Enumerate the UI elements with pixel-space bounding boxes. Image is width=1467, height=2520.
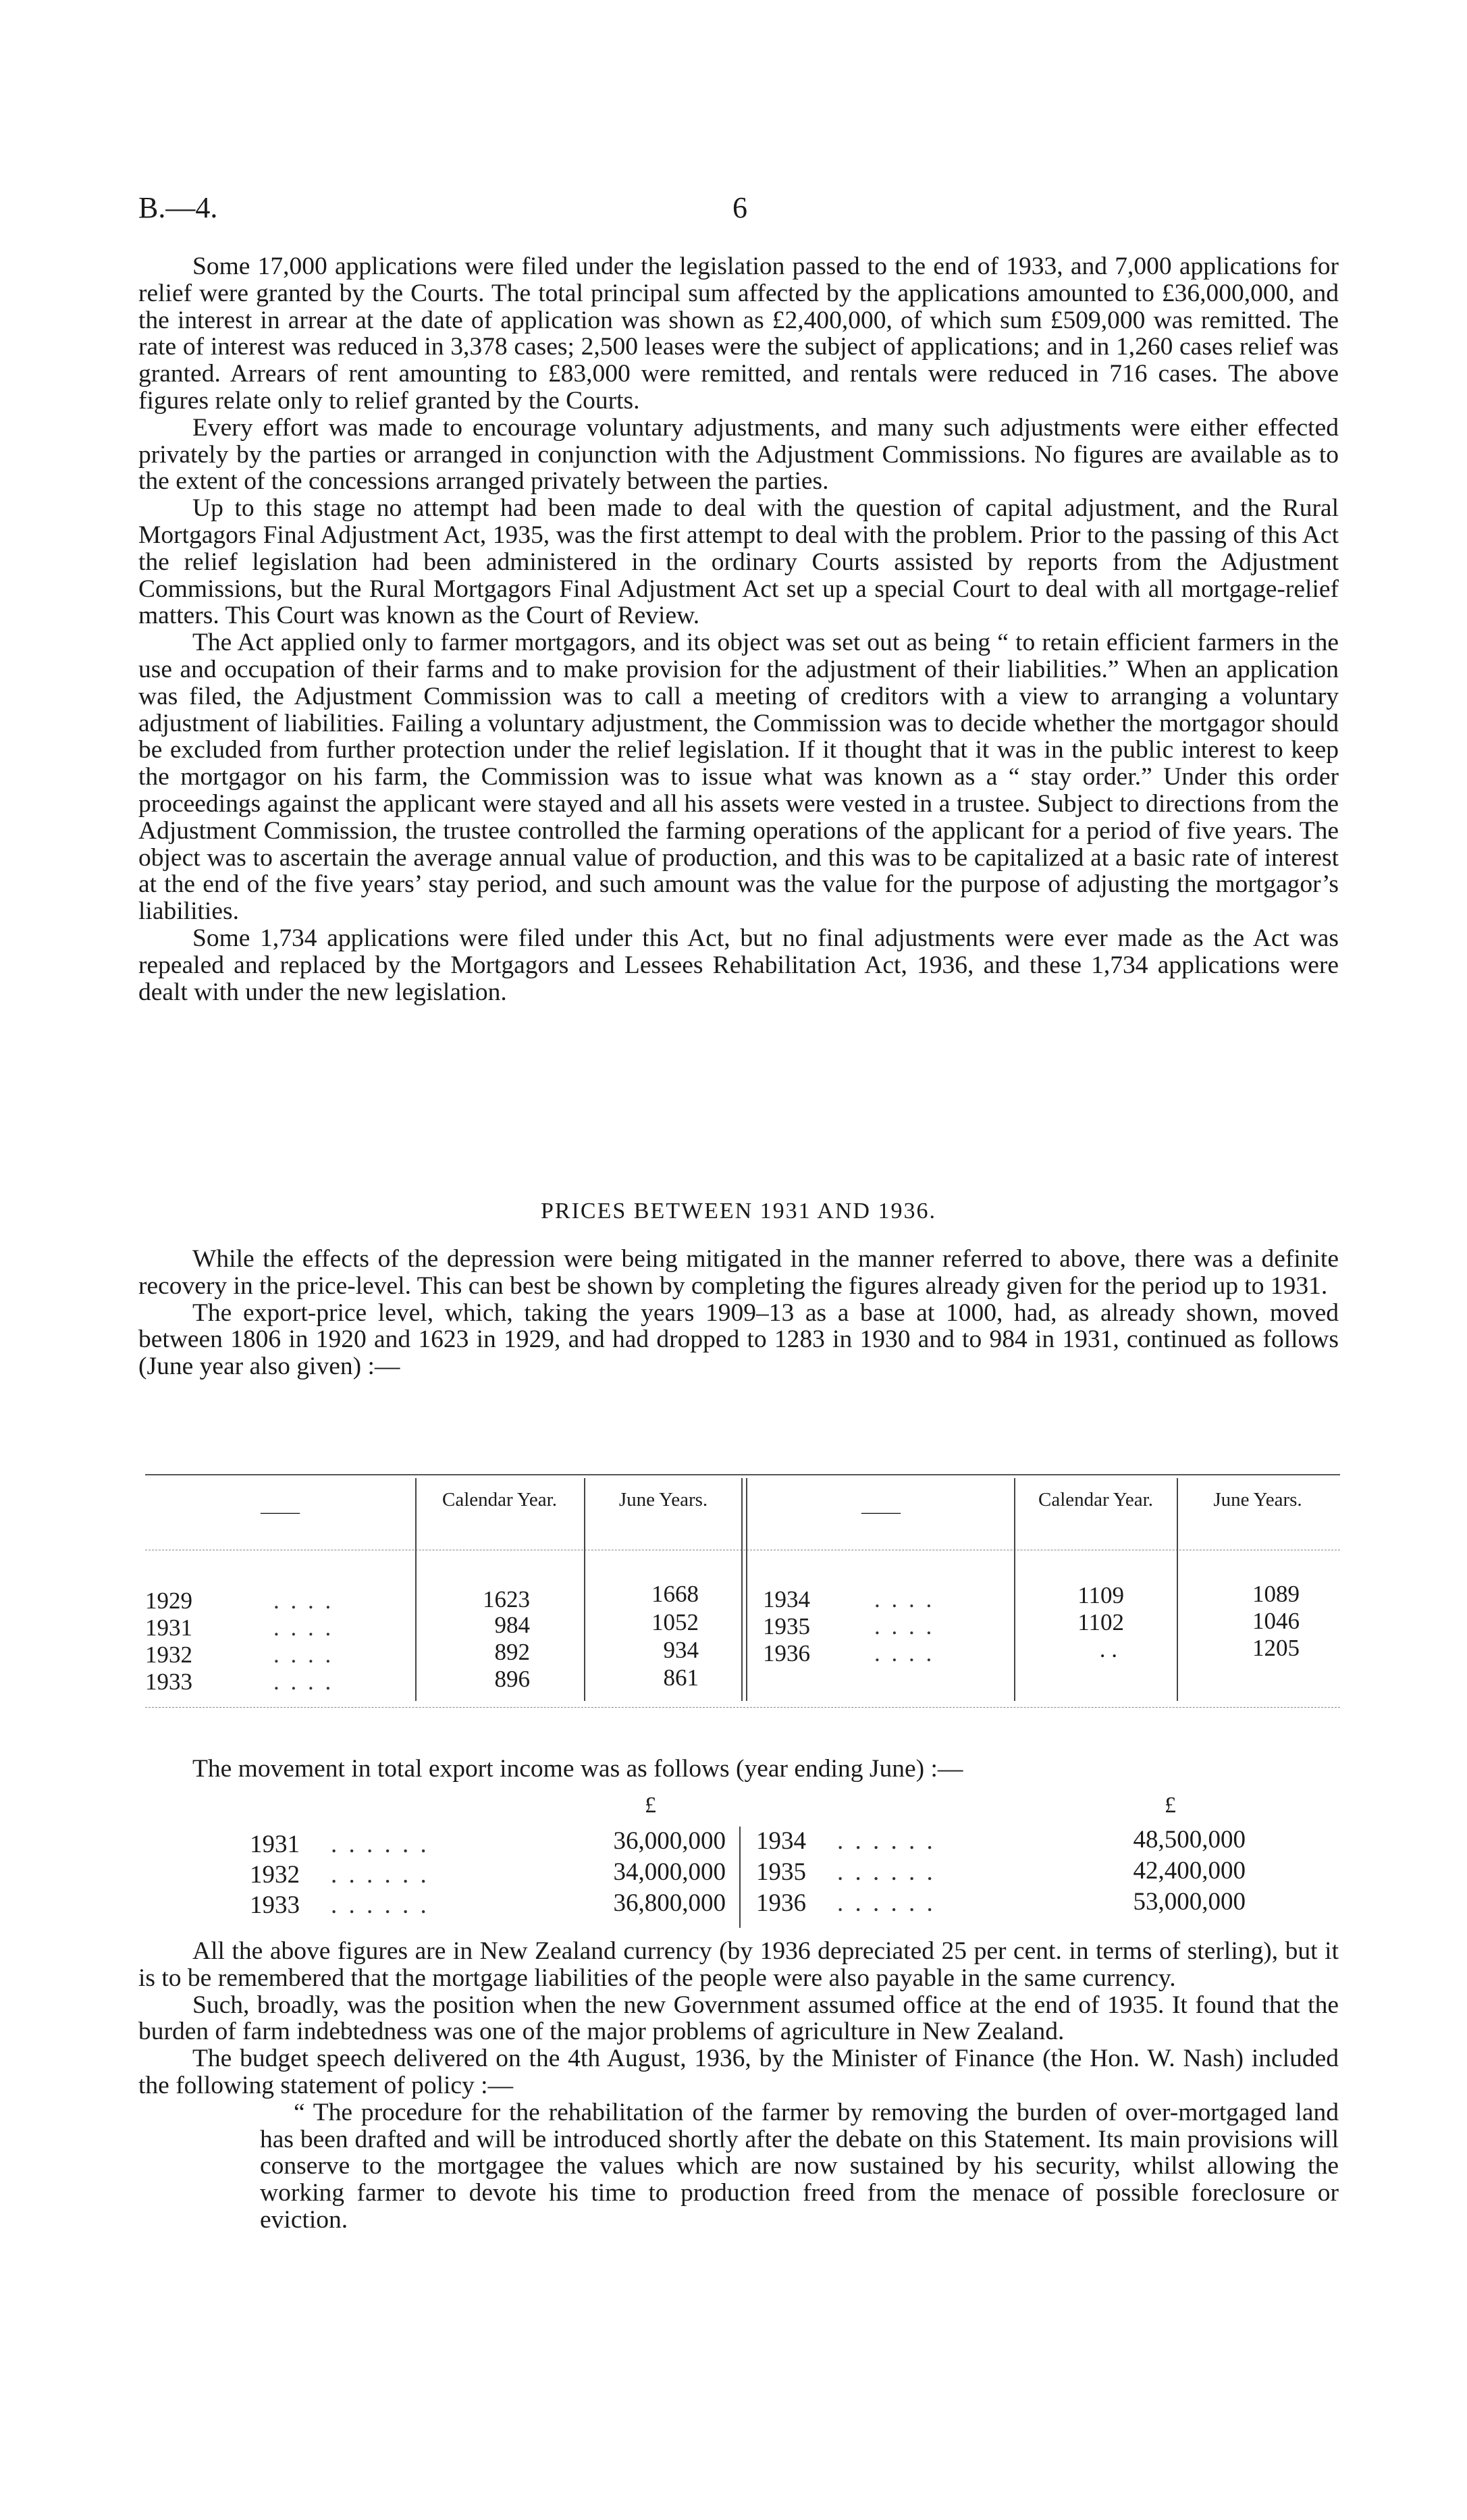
paragraph: Some 17,000 applications were filed under the legislation passed to the end of 1933, and 7,000 applications for relief were granted by the Courts. The total principal sum affected by the applications amounted to £36,000,000, and the interest in arrear at the date of application was shown as £2,400,000, of which sum £509,000 was remitted. The rate of interest was reduced in 3,378 cases; 2,500 leases were the subject of applications; and in 1,260 cases relief was granted. Arrears of rent amounting to £83,000 were remitted, and rentals were reduced in 716 cases. The above figures relate only to relief granted by the Courts. [138,253,1339,415]
paragraph: Up to this stage no attempt had been made to deal with the question of capital adjustment, and the Rural Mortgagors Final Adjustment Act, 1935, was the first attempt to deal with the problem. Prior to the passing of this Act the relief legislation had been administered in the ordinary Courts assisted by reports from the Adjustment Commissions, but the Rural Mortgagors Final Adjustment Act set up a special Court to deal with all mortgage-relief matters. This Court was known as the Court of Review. [138,494,1339,630]
table-header-calendar: Calendar Year. [442,1489,557,1511]
calendar-value: 892 [494,1639,530,1665]
paragraph: The export-price level, which, taking the years 1909–13 as a base at 1000, had, as already shown, moved between 1806 in 1920 and 1623 in 1929, and had dropped to 1283 in 1930 and to 984 in 1931, continued as follows (June year also given) :— [138,1298,1339,1381]
paragraph: All the above figures are in New Zealand currency (by 1936 depreciated 25 per cent. in terms of sterling), but it is to be remembered that the mortgage liabilities of the people were also payable in the same currency. [138,1937,1339,1992]
leader-dots: . . . . [273,1642,334,1668]
leader-dots: . . . . [874,1586,935,1612]
income-value: 34,000,000 [613,1858,726,1886]
leader-dots: . . . . . . [331,1891,429,1919]
calendar-value: 1102 [1077,1609,1124,1635]
june-value: 1205 [1252,1635,1300,1661]
table-header-blank: —— [261,1501,300,1523]
section-heading: PRICES BETWEEN 1931 AND 1936. [541,1199,936,1224]
table-header-calendar: Calendar Year. [1038,1489,1153,1511]
leader-dots: . . . . . . [837,1858,936,1886]
leader-dots: . . . . . . [837,1827,936,1855]
row-year: 1929 [145,1587,192,1614]
income-value: 53,000,000 [1133,1888,1246,1916]
price-level-table [145,1474,1340,1707]
leader-dots: . . . . [273,1615,334,1641]
page-number: 6 [732,191,747,224]
june-value: 934 [663,1637,699,1663]
june-value: 1052 [651,1609,699,1635]
row-year: 1933 [250,1891,300,1919]
june-value: 1046 [1252,1608,1300,1634]
leader-dots: . . . . . . [837,1889,936,1917]
prices-text-block [138,1246,1339,1380]
currency-label: £ [645,1793,656,1818]
paragraph: The budget speech delivered on the 4th August, 1936, by the Minister of Finance (the Hon. W. Nash) included the following statement of policy :— [138,2045,1339,2099]
calendar-value: 1109 [1077,1582,1124,1608]
row-year: 1932 [145,1642,192,1668]
june-value: 861 [663,1664,699,1691]
june-value: 1089 [1252,1581,1300,1607]
income-value: 36,800,000 [613,1889,726,1917]
june-value: 1668 [651,1581,699,1607]
paragraph: The movement in total export income was as follows (year ending June) :— [192,1755,963,1783]
calendar-value: . . [1099,1636,1117,1662]
row-year: 1932 [250,1861,300,1889]
income-value: 42,400,000 [1133,1857,1246,1885]
column-divider [746,1478,747,1701]
table-header-june: June Years. [1213,1489,1302,1511]
income-value: 36,000,000 [613,1827,726,1855]
row-year: 1931 [145,1615,192,1641]
leader-dots: . . . . [273,1669,334,1695]
column-divider [739,1827,741,1928]
intro-text-block [138,253,1339,1005]
column-divider [741,1478,743,1701]
table-rule [145,1707,1340,1708]
paragraph: Some 1,734 applications were filed under this Act, but no final adjustments were ever made as the Act was repealed and replaced by the Mortgagors and Lessees Rehabilitation Act, 1936, and these 1,734 applications were dealt with under the new legislation. [138,924,1339,1006]
export-income-table [138,1793,1339,1928]
row-year: 1935 [763,1613,810,1639]
paragraph: The Act applied only to farmer mortgagors, and its object was set out as being “ to retain efficient farmers in the use and occupation of their farms and to make provision for the adjustment of their liabilities.” When an application was filed, the Adjustment Commission was to call a meeting of creditors with a view to arranging a voluntary adjustment of liabilities. Failing a voluntary adjustment, the Commission was to decide whether the mortgagor should be excluded from further protection under the relief legislation. If it thought that it was in the public interest to keep the mortgagor on his farm, the Commission was to issue what was known as a “ stay order.” Under this order proceedings against the applicant were stayed and all his assets were vested in a trustee. Subject to directions from the Adjustment Commission, the trustee controlled the farming operations of the applicant for a period of five years. The object was to ascertain the average annual value of production, and this was to be capitalized at a basic rate of interest at the end of the five years’ stay period, and such amount was the value for the purpose of adjusting the mortgagor’s liabilities. [138,629,1339,926]
leader-dots: . . . . [273,1587,334,1614]
currency-label: £ [1165,1793,1176,1818]
row-year: 1936 [763,1640,810,1666]
row-year: 1933 [145,1669,192,1695]
paragraph: Such, broadly, was the position when the new Government assumed office at the end of 1935. It found that the burden of farm indebtedness was one of the major problems of agriculture in New Zealand. [138,1991,1339,2046]
leader-dots: . . . . [874,1640,935,1666]
column-divider [415,1478,417,1701]
table-header-june: June Years. [618,1489,708,1511]
row-year: 1931 [250,1831,300,1858]
row-year: 1934 [756,1827,806,1855]
column-divider [584,1478,585,1701]
closing-text-block [138,1938,1339,2234]
leader-dots: . . . . [874,1613,935,1639]
table-header-blank: —— [861,1501,901,1523]
leader-dots: . . . . . . [331,1861,429,1889]
calendar-value: 1623 [483,1586,530,1612]
row-year: 1936 [756,1889,806,1917]
row-year: 1935 [756,1858,806,1886]
leader-dots: . . . . . . [331,1831,429,1858]
calendar-value: 984 [494,1612,530,1638]
column-divider [1177,1478,1178,1701]
paragraph: Every effort was made to encourage voluntary adjustments, and many such adjustments were either effected privately by the parties or arranged in conjunction with the Adjustment Commissions. No figures are available as to the extent of the concessions arranged privately between the parties. [138,413,1339,496]
row-year: 1934 [763,1586,810,1612]
policy-quote: “ The procedure for the rehabilitation of the farmer by removing the burden of over-mortgaged land has been drafted and will be introduced shortly after the debate on this Statement. Its main provisions will conserve to the mortgagee the values which are now sustained by his security, whilst allowing the working farmer to devote his time to production freed from the menace of possible foreclosure or eviction. [260,2098,1339,2234]
table-rule [145,1474,1340,1475]
column-divider [1014,1478,1015,1701]
calendar-value: 896 [494,1666,530,1692]
paragraph: While the effects of the depression were being mitigated in the manner referred to above, there was a definite recovery in the price-level. This can best be shown by completing the figures already given for the period up to 1931. [138,1245,1339,1300]
document-reference: B.—4. [138,191,218,224]
income-value: 48,500,000 [1133,1826,1246,1854]
